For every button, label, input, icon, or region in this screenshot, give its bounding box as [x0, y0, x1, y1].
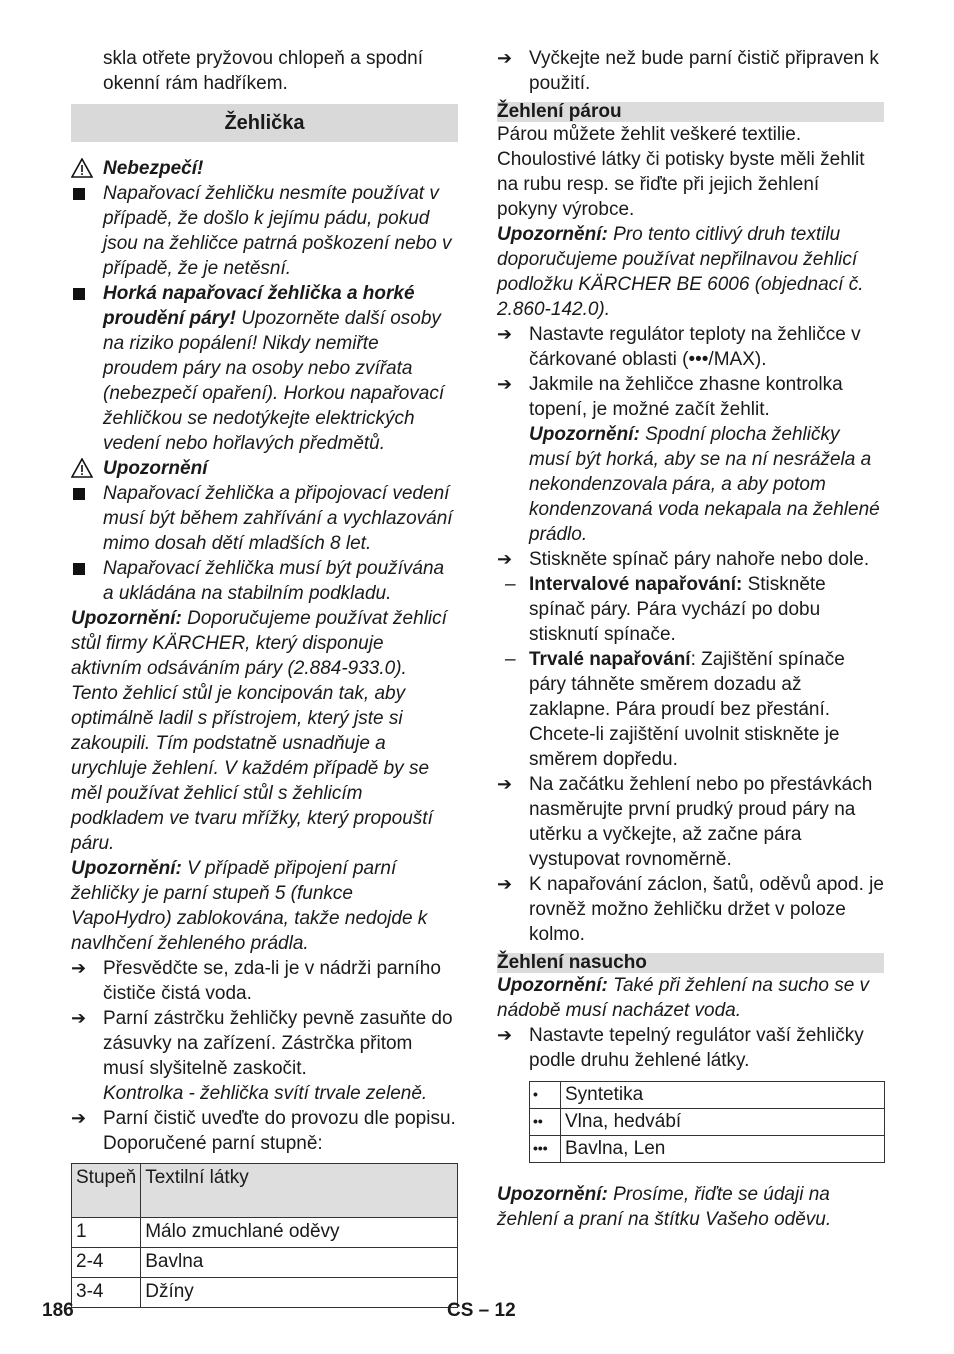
table-row — [72, 1278, 458, 1308]
step-item — [497, 1023, 884, 1073]
caution-item — [71, 556, 458, 606]
step-item — [497, 372, 884, 422]
bullet-square-icon — [73, 563, 85, 575]
danger-item — [71, 181, 458, 281]
note-label-care — [497, 1182, 884, 1232]
page-number: 186 — [42, 1300, 74, 1321]
arrow-right-icon: ➔ — [497, 374, 513, 394]
caution-item — [71, 481, 458, 556]
table-cell: 3-4 — [72, 1278, 141, 1308]
caution-item-text: Napařovací žehlička a připojovací vedení musí být během zahřívání a vychlazování mimo dosah dětí mladších 8 let. — [103, 483, 453, 554]
page-section-label: CS – 12 — [447, 1300, 516, 1321]
table-cell: Bavlna, Len — [561, 1136, 885, 1163]
step-item — [71, 1006, 458, 1081]
dash-item — [497, 572, 884, 647]
note-text: Také při žehlení na sucho se v nádobě musí nacházet voda. — [497, 975, 870, 1021]
danger-label: Nebezpečí! — [103, 158, 204, 179]
arrow-right-icon: ➔ — [497, 48, 513, 68]
note-label: Upozornění: — [497, 1184, 608, 1205]
steam-level-table — [71, 1163, 458, 1308]
note-label: Upozornění: — [71, 608, 182, 629]
subheading-dry-ironing: Žehlení nasucho — [497, 953, 884, 973]
step-item — [497, 872, 884, 947]
note-text: Pro tento citlivý druh textilu doporučujeme používat nepřilnavou žehlicí podložku KÄRCHER BE 6006 (objednací č. 2.860-142.0). — [497, 224, 864, 320]
arrow-right-icon: ➔ — [71, 1108, 87, 1128]
step-text: Parní zástrčku žehličky pevně zasuňte do zásuvky na zařízení. Zástrčka přitom musí slyšitelně zaskočit. — [103, 1008, 453, 1079]
table-row — [530, 1109, 885, 1136]
step-text: Jakmile na žehličce zhasne kontrolka topení, je možné začít žehlit. — [529, 374, 843, 420]
danger-heading — [71, 156, 458, 181]
table-cell: Syntetika — [561, 1082, 885, 1109]
step-text: Na začátku žehlení nebo po přestávkách nasměrujte první prudký proud páry na utěrku a vyčkejte, až začne pára vystupovat rovnoměrně. — [529, 774, 873, 870]
table-header-cell: Textilní látky — [141, 1164, 458, 1218]
right-column — [497, 46, 884, 1232]
note-label: Upozornění: — [71, 858, 182, 879]
note-text: Prosíme, řiďte se údaji na žehlení a praní na štítku Vašeho oděvu. — [497, 1184, 832, 1230]
note-steam — [497, 222, 884, 322]
table-cell: 1 — [72, 1218, 141, 1248]
step-item — [71, 956, 458, 1006]
note-text: Doporučujeme používat žehlicí stůl firmy KÄRCHER, který disponuje aktivním odsáváním páry (2.884-933.0). Tento žehlicí stůl je koncipován tak, aby optimálně ladil s přístrojem, který jste si zakoupili. Tím podstatně usnadňuje a urychluje žehlení. V každém případě by se měl používat žehlicí stůl s žehlicím podkladem ve tvaru mřížky, který propouští páru. — [71, 608, 447, 854]
subheading-steam-ironing: Žehlení párou — [497, 102, 884, 122]
step-text: Parní čistič uveďte do provozu dle popisu. Doporučené parní stupně: — [103, 1108, 456, 1154]
table-cell: Málo zmuchlané oděvy — [141, 1218, 458, 1248]
bullet-square-icon — [73, 288, 85, 300]
note-ironing-board — [71, 606, 458, 856]
arrow-right-icon: ➔ — [497, 324, 513, 344]
note-text: Spodní plocha žehličky musí být horká, aby se na ní nesrážela a nekondenzovala pára, a aby potom kondenzovaná voda nekapala na žehlené prádlo. — [529, 424, 880, 545]
dash-item-text: : Zajištění spínače páry táhněte směrem dozadu až zaklapne. Pára proudí bez přestání. Chcete-li zajištění uvolnit stiskněte je směrem dopředu. — [529, 649, 845, 770]
table-row — [530, 1136, 885, 1163]
temperature-setting-table — [529, 1081, 885, 1163]
note-heating — [497, 422, 884, 547]
dot-setting-cell: •• — [530, 1109, 561, 1136]
bullet-square-icon — [73, 488, 85, 500]
intro-continuation: skla otřete pryžovou chlopeň a spodní okenní rám hadříkem. — [103, 48, 424, 94]
table-row — [530, 1082, 885, 1109]
step-item — [497, 322, 884, 372]
step-item — [71, 1106, 458, 1156]
step-note: Kontrolka - žehlička svítí trvale zeleně. — [103, 1083, 428, 1104]
step-text: Stiskněte spínač páry nahoře nebo dole. — [529, 549, 870, 570]
table-row — [72, 1248, 458, 1278]
step-text: Nastavte tepelný regulátor vaší žehličky podle druhu žehlené látky. — [529, 1025, 864, 1071]
step-text: K napařování záclon, šatů, oděvů apod. je rovněž možno žehličku držet v poloze kolmo. — [529, 874, 884, 945]
step-item — [497, 46, 884, 96]
arrow-right-icon: ➔ — [497, 1025, 513, 1045]
danger-item-text: Upozorněte další osoby na riziko popálení! Nikdy nemiřte proudem páry na osoby nebo zvířata (nebezpečí opaření). Horkou napařovací žehličkou se nedotýkejte elektrických vedení nebo hořlavých předmětů. — [103, 308, 445, 454]
dash-item — [497, 647, 884, 772]
table-header-cell: Stupeň — [72, 1164, 141, 1218]
danger-item-bold: Horká napařovací žehlička a horké proudění páry! — [103, 283, 415, 329]
table-cell: Vlna, hedvábí — [561, 1109, 885, 1136]
arrow-right-icon: ➔ — [71, 1008, 87, 1028]
note-text: V případě připojení parní žehličky je parní stupeň 5 (funkce VapoHydro) zablokována, takže nedojde k navlhčení žehleného prádla. — [71, 858, 428, 954]
note-label: Upozornění: — [497, 975, 608, 996]
danger-item-text: Napařovací žehličku nesmíte používat v případě, že došlo k jejímu pádu, pokud jsou na žehličce patrná poškození nebo v případě, že je netěsní. — [103, 183, 452, 279]
step-text: Přesvědčte se, zda-li je v nádrži parního čističe čistá voda. — [103, 958, 441, 1004]
step-text: Nastavte regulátor teploty na žehličce v čárkované oblasti (•••/MAX). — [529, 324, 861, 370]
caution-label: Upozornění — [103, 458, 208, 479]
caution-heading — [71, 456, 458, 481]
dash-item-label: Intervalové napařování: — [529, 574, 743, 595]
arrow-right-icon: ➔ — [497, 549, 513, 569]
arrow-right-icon: ➔ — [497, 774, 513, 794]
arrow-right-icon: ➔ — [71, 958, 87, 978]
table-cell: Bavlna — [141, 1248, 458, 1278]
table-cell: Džíny — [141, 1278, 458, 1308]
note-vapohydro — [71, 856, 458, 956]
danger-item — [71, 281, 458, 456]
caution-item-text: Napařovací žehlička musí být používána a ukládána na stabilním podkladu. — [103, 558, 445, 604]
dash-item-text: Stiskněte spínač páry. Pára vychází po dobu stisknutí spínače. — [529, 574, 826, 645]
dot-setting-cell: ••• — [530, 1136, 561, 1163]
table-row — [72, 1218, 458, 1248]
note-label: Upozornění: — [497, 224, 608, 245]
dash-bullet: – — [505, 574, 516, 595]
dot-setting-cell: • — [530, 1082, 561, 1109]
note-label: Upozornění: — [529, 424, 640, 445]
step-item — [497, 772, 884, 872]
dash-bullet: – — [505, 649, 516, 670]
dash-item-label: Trvalé napařování — [529, 649, 691, 670]
section-title-zehlicka: Žehlička — [71, 104, 458, 142]
steam-intro: Párou můžete žehlit veškeré textilie. Choulostivé látky či potisky byste měli žehlit na rubu resp. se řiďte při jejich žehlení pokyny výrobce. — [497, 124, 865, 220]
note-dry — [497, 973, 884, 1023]
left-column — [71, 46, 458, 1308]
step-item — [497, 547, 884, 572]
arrow-right-icon: ➔ — [497, 874, 513, 894]
bullet-square-icon — [73, 188, 85, 200]
table-cell: 2-4 — [72, 1248, 141, 1278]
table-header-row — [72, 1164, 458, 1218]
step-text: Vyčkejte než bude parní čistič připraven k použití. — [529, 48, 879, 94]
